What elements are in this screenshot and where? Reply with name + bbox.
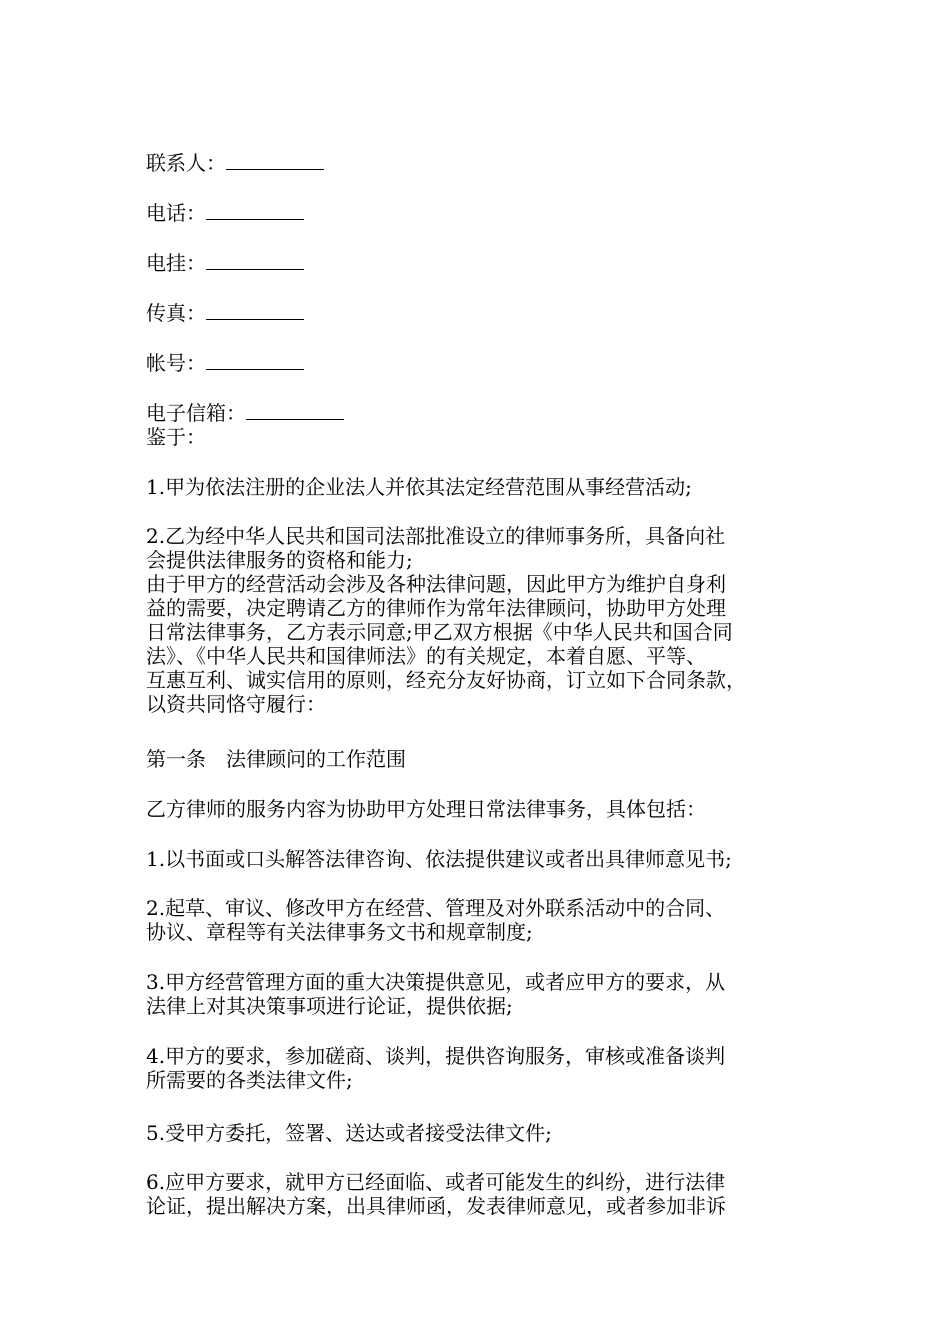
list-item-line: 法律上对其决策事项进行论证，提供依据; <box>146 994 513 1018</box>
list-item-line: 6.应甲方要求，就甲方已经面临、或者可能发生的纠纷，进行法律 <box>146 1170 726 1194</box>
cable-label: 电挂： <box>146 251 206 275</box>
article-1-intro: 乙方律师的服务内容为协助甲方处理日常法律事务，具体包括： <box>146 797 706 821</box>
phone-blank <box>206 203 304 220</box>
phone-label: 电话： <box>146 201 206 225</box>
fax-field <box>146 300 304 326</box>
list-item-1: 1.以书面或口头解答法律咨询、依法提供建议或者出具律师意见书; <box>146 847 732 871</box>
article-1-title: 第一条 法律顾问的工作范围 <box>146 747 406 771</box>
list-item-5: 5.受甲方委托，签署、送达或者接受法律文件; <box>146 1121 552 1145</box>
recital-2 <box>146 524 826 572</box>
preamble-line: 益的需要，决定聘请乙方的律师作为常年法律顾问，协助甲方处理 <box>146 596 726 620</box>
recital-2-line: 2.乙为经中华人民共和国司法部批准设立的律师事务所，具备向社 <box>146 524 726 548</box>
email-blank <box>246 403 344 420</box>
list-item-4 <box>146 1044 826 1092</box>
account-field <box>146 350 304 376</box>
recital-2-line: 会提供法律服务的资格和能力; <box>146 548 413 572</box>
phone-field <box>146 200 304 226</box>
email-label: 电子信箱： <box>146 401 246 425</box>
list-item-line: 所需要的各类法律文件; <box>146 1068 353 1092</box>
cable-blank <box>206 253 304 270</box>
list-item-line: 4.甲方的要求，参加磋商、谈判，提供咨询服务，审核或准备谈判 <box>146 1044 726 1068</box>
preamble-line: 由于甲方的经营活动会涉及各种法律问题，因此甲方为维护自身利 <box>146 572 726 596</box>
fax-label: 传真： <box>146 301 206 325</box>
list-item-line: 2.起草、审议、修改甲方在经营、管理及对外联系活动中的合同、 <box>146 896 726 920</box>
list-item-3 <box>146 970 826 1018</box>
contact-person-label: 联系人： <box>146 151 226 175</box>
account-label: 帐号： <box>146 351 206 375</box>
account-blank <box>206 353 304 370</box>
fax-blank <box>206 303 304 320</box>
cable-field <box>146 250 304 276</box>
preamble-line: 法》、《中华人民共和国律师法》的有关规定，本着自愿、平等、 <box>146 644 706 668</box>
recital-1: 1.甲为依法注册的企业法人并依其法定经营范围从事经营活动; <box>146 475 692 499</box>
list-item-line: 协议、章程等有关法律事务文书和规章制度; <box>146 920 533 944</box>
list-item-6 <box>146 1170 826 1218</box>
preamble-line: 互惠互利、诚实信用的原则，经充分友好协商，订立如下合同条款， <box>146 668 746 692</box>
preamble-paragraph <box>146 572 826 716</box>
contract-page <box>146 0 836 1344</box>
preamble-line: 日常法律事务，乙方表示同意;甲乙双方根据《中华人民共和国合同 <box>146 620 733 644</box>
contact-person-blank <box>226 153 324 170</box>
email-field <box>146 400 344 426</box>
list-item-2 <box>146 896 826 944</box>
whereas-heading: 鉴于： <box>146 425 206 449</box>
preamble-line: 以资共同恪守履行： <box>146 692 326 716</box>
list-item-line: 3.甲方经营管理方面的重大决策提供意见，或者应甲方的要求，从 <box>146 970 726 994</box>
list-item-line: 论证，提出解决方案，出具律师函，发表律师意见，或者参加非诉 <box>146 1194 726 1218</box>
contact-person-field <box>146 150 324 176</box>
